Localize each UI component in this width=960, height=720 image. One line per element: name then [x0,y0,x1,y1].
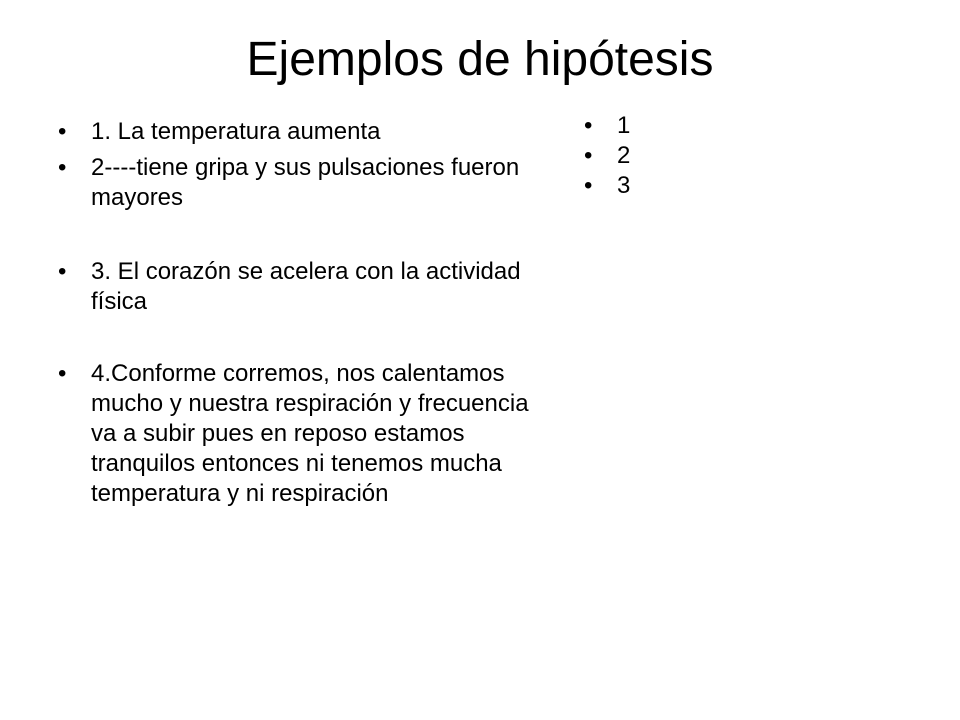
list-item [58,153,551,213]
list-item-text: 2 [617,142,631,169]
list-item-text: 1 [617,112,631,139]
list-item [58,257,551,317]
number-list [584,111,817,201]
bullet-icon: • [58,118,67,145]
bullet-icon: • [58,154,67,181]
list-item-text: 1. La temperatura aumenta [91,118,381,145]
bullet-icon: • [58,360,67,387]
list-item [58,117,551,147]
list-item-text: 3 [617,172,631,199]
bullet-icon: • [584,112,593,139]
bullet-icon: • [584,142,593,169]
list-item [584,111,817,141]
bullet-icon: • [58,258,67,285]
hypothesis-list [58,117,551,509]
slide-title: Ejemplos de hipótesis [246,33,714,86]
bullet-icon: • [584,172,593,199]
list-item-text: 4.Conforme corremos, nos calentamos mucho y nuestra respiración y frecuencia va a subir pues en reposo estamos tranquilos entonces ni tenemos mucha temperatura y ni respiración [91,360,529,507]
list-item-text: 2----tiene gripa y sus pulsaciones fueron mayores [91,154,520,211]
list-item [584,171,817,201]
list-item-text: 3. El corazón se acelera con la actividad física [91,258,521,315]
list-item [584,141,817,171]
list-item [58,359,551,509]
